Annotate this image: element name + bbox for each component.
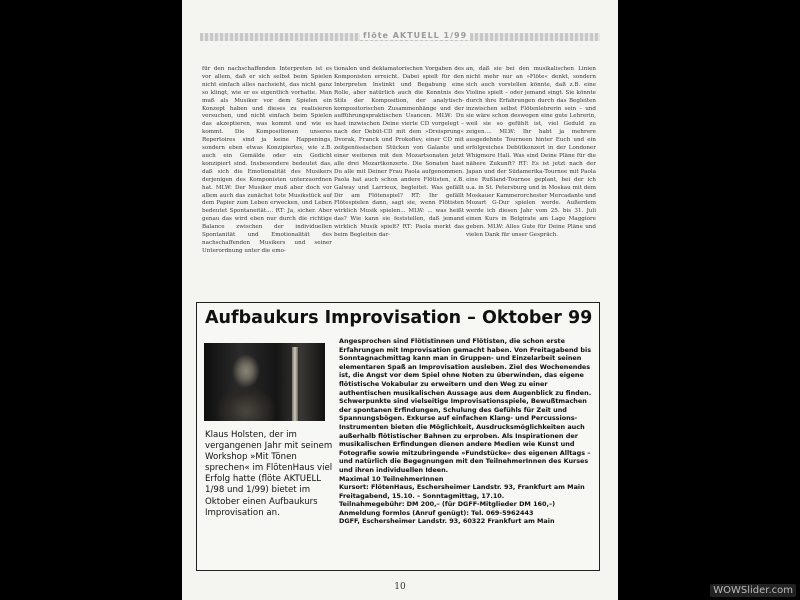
announcement-title: Aufbaukurs Improvisation – Oktober 99 [205,308,593,328]
detail-location: Kursort: FlötenHaus, Eschersheimer Landstr. 93, Frankfurt am Main [339,483,585,492]
detail-address: DGFF, Eschersheimer Landstr. 93, 60322 Frankfurt am Main [339,517,555,526]
detail-max-participants: Maximal 10 TeilnehmerInnen [339,474,444,483]
magazine-page [182,0,618,600]
running-title: flöte AKTUELL 1/99 [360,31,470,40]
photo-caption: Klaus Holsten, der im vergangenen Jahr mit seinem Workshop »Mit Tönen sprechen« im FlötenHaus viel Erfolg hatte (flöte AKTUELL 1/98 und 1/99) bietet im Oktober einen Aufbaukurs Improvisation an. [205,430,333,518]
detail-dates: Freitagabend, 15.10. – Sonntagmittag, 17.10. [339,491,505,500]
detail-fee: Teilnahmegebühr: DM 200,– (für DGFF-Mitglieder DM 160,–) [339,500,556,509]
article-column-1: für den nachschaffenden Interpreten ist es vor allem, daß er sich selbst beim Spielen nicht einfach alles nachsieht, das nicht ganz so klingt, wie er es eigentlich vorhatte. Man muß als Musiker vor dem Spielen ein Konzept haben und dieses zu realisieren versuchen, und nicht einfach beim Spielen das akzeptieren, was kommt und wie es kommt. Die Kompositionen unseres Repertoires sind ja keine Happenings, sondern eben etwas Konzipiertes, wie z.B. auch ein Gemälde oder ein Gedicht konzipiert sind. Insbesondere bedeutet das, daß sich die Emotionalität des Musikers derjenigen des Komponisten unterzuordnen hat. MLW: Der Musiker muß aber doch vor allem auch das zunächst tote Musikstück auf dem Papier zum Leben erwecken, und Leben bedeutet Spontaneität.... RT: Ja, sicher. Aber genau das wird eben nur durch die richtige Balance zwischen der individuellen Spontanität und Emotionalität des nachschaffenden Musikers und seiner Unterordnung unter die emo- [202,66,332,254]
article-column-3: an, daß sie bei den musikalischen Linien nicht mehr nur an »Flöte« denkt, sondern sich auch vorstellen könnte, daß z.B. eine Violine spielt – oder jemand singt. Sie könnte durch ihre Erfahrungen durch das Begleiten inzwischen selbst Flötenlehrerin sein – und sie wäre schon deswegen eine gute Lehrerin, weil sie so gefühlt ist, viel Geduld zu zeigen.... MLW: Ihr habt ja mehrere ausgedehnte Tourneen hinter Euch und ein erfolgreiches Debütkonzert in der Londoner Whigmore Hall. Was sind Deine Pläne für die nähere Zukunft? RT: Es ist jetzt nach der Japan und der Südamerika-Tournee mit Paola eine Rußland-Tournee geplant, bei der ich u.a. in St. Petersburg und in Moskau mit dem Moskauer Kammerorchester Mercadante und Mozart G-Dur spielen werde. Außerdem werde ich diesen Jahr vom 25. bis 31. Juli einen Kurs in Belgirate am Lago Maggiore geben. MLW: Alles Gute für Deine Pläne und vielen Dank für unser Gespräch. [466,66,596,239]
article-column-2: tionalen und deklamatorischen Vorgaben des Komponisten erreicht. Dabei spielt für den Interpreten Instinkt und Begabung eine Rolle, aber natürlich auch die Kenntnis des Stils der Komposition, der analytisch-kompositorischen Zusammenhänge und der aufführungspraktischen Usancen. MLW: Du hast inzwischen Deine vierte CD vorgelegt – nach der Debüt-CD mit dem »Dreisprung« Dvorak, Franck und Prokofiev, einer CD mit zeitgenössischen Stücken von Galante und einer weiteren mit den Mozartsonaten jetzt alle drei Mozartkonzerte. Die Sonaten hast Du alle mit Deiner Frau Paola aufgenommen. Paola hat auch schon andere Flötisten, z.B. Galway und Larrieux, begleitet. Was gefällt Dir am Flötenspiel? RT: Ihr gefällt Flötespielen dann, sagt sie, wenn Flötisten wirklich Musik spielen... MLW: ... was heißt das? Wie kann sie feststellen, daß jemand wirklich Musik spielt? RT: Paola merkt das beim Begleiten dar- [334,66,464,239]
page-number: 10 [394,582,406,592]
course-description [339,337,593,526]
course-intro: Angesprochen sind Flötistinnen und Flötisten, die schon erste Erfahrungen mit Improvisation gemacht haben. Von Freitagabend bis Sonntagnachmittag kann man in Gruppen- und Einzelarbeit seinen elementaren Spaß an Improvisation ausleben. Ziel des Wochenendes ist, die Angst vor dem Spiel ohne Noten zu überwinden, das eigene flötistische Vokabular zu erweitern und den Weg zu einer authentischen musikalischen Aussage aus dem Augenblick zu finden. Schwerpunkte sind vielseitige Improvisationsspiele, Bewußtmachen der spontanen Erfindungen, Schulung des Gefühls für Zeit und Spannungsbögen. Exkurse auf einfachen Klang- und Percussions-Instrumenten bieten die Möglichkeit, Ausdrucksmöglichkeiten auch außerhalb flötistischer Bahnen zu erproben. Als Inspirationen der musikalischen Erfindungen dienen andere Medien wie Kunst und Fotografie sowie mitzubringende »Fundstücke« des eigenen Alltags – und natürlich die Begegnungen mit den TeilnehmerInnen des Kurses und ihren individuellen Ideen. [339,337,592,474]
course-announcement-box [196,302,600,571]
detail-registration: Anmeldung formlos (Anruf genügt): Tel. 069-5962443 [339,508,534,517]
instructor-photo [204,343,325,421]
watermark-logo[interactable]: WOWSlider.com [710,584,796,597]
